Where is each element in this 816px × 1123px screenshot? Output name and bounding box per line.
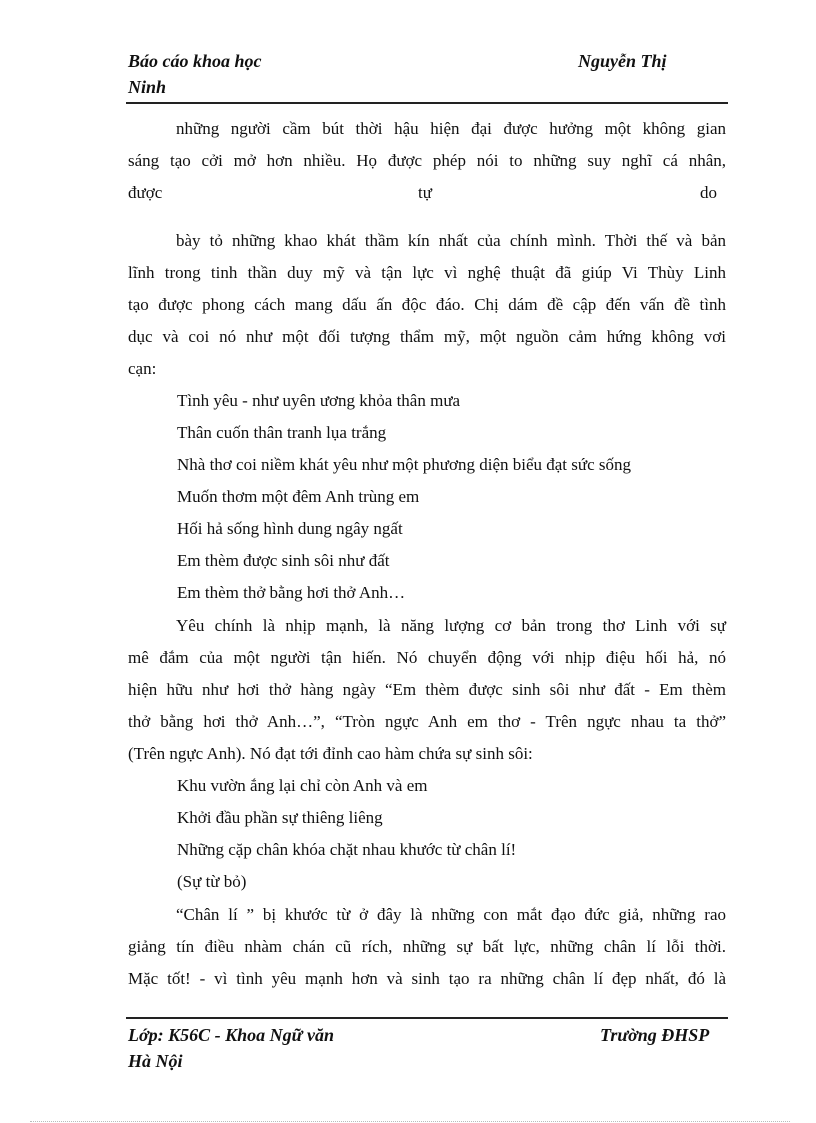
verse-line: Em thèm thở bằng hơi thở Anh… — [177, 583, 406, 602]
body-line: sáng tạo cởi mở hơn nhiều. Họ được phép nói to những suy nghĩ cá nhân, — [128, 151, 726, 170]
body-line: cạn: — [128, 359, 157, 378]
footer-class: Lớp: K56C - Khoa Ngữ văn — [128, 1025, 334, 1045]
verse-line: Em thèm được sinh sôi như đất — [177, 551, 390, 570]
body-line: bày tỏ những khao khát thầm kín nhất của chính mình. Thời thế và bản — [176, 231, 726, 250]
verse-line: Tình yêu - như uyên ương khỏa thân mưa — [177, 391, 461, 410]
body-line: thở bằng hơi thở Anh…”, “Tròn ngực Anh em thơ - Trên ngực nhau ta thở” — [128, 712, 726, 731]
body-line: hiện hữu như hơi thở hàng ngày “Em thèm được sinh sôi như đất - Em thèm — [128, 680, 726, 699]
header-author: Nguyễn Thị — [578, 51, 667, 71]
footer-left — [128, 1022, 448, 1074]
verse-line: Khu vườn ắng lại chỉ còn Anh và em — [177, 776, 428, 795]
body-line: Yêu chính là nhịp mạnh, là năng lượng cơ bản trong thơ Linh với sự — [176, 616, 726, 635]
body-line: Mặc tốt! - vì tình yêu mạnh hơn và sinh tạo ra những chân lí đẹp nhất, đó là — [128, 969, 726, 988]
body-line: tự — [418, 183, 432, 202]
body-line: được — [128, 183, 163, 202]
header-left — [128, 48, 328, 100]
verse-line: Hối hả sống hình dung ngây ngất — [177, 519, 403, 538]
verse-line: Nhà thơ coi niềm khát yêu như một phương diện biểu đạt sức sống — [177, 455, 632, 474]
page-edge — [30, 1121, 790, 1122]
body-line: “Chân lí ” bị khước từ ở đây là những con mắt đạo đức giả, những rao — [176, 905, 726, 924]
header-rule — [126, 102, 728, 104]
body-line: giảng tín điều nhàm chán cũ rích, những sự bất lực, những chân lí lỗi thời. — [128, 937, 726, 956]
body-line: mê đắm của một người tận hiến. Nó chuyển động với nhịp điệu hối hả, nó — [128, 648, 726, 667]
body-line: những người cầm bút thời hậu hiện đại được hưởng một không gian — [176, 119, 726, 138]
footer-city: Hà Nội — [128, 1051, 183, 1071]
body-line: tạo được phong cách mang dấu ấn độc đáo. Chị dám đề cập đến vấn đề tình — [128, 295, 726, 314]
body-line: (Trên ngực Anh). Nó đạt tới đỉnh cao hàm chứa sự sinh sôi: — [128, 744, 533, 763]
verse-line: Những cặp chân khóa chặt nhau khước từ chân lí! — [177, 840, 517, 859]
verse-line: Thân cuốn thân tranh lụa trắng — [177, 423, 387, 442]
verse-line: Khởi đầu phần sự thiêng liêng — [177, 808, 383, 827]
footer-school: Trường ĐHSP — [600, 1025, 710, 1045]
header-title: Báo cáo khoa học — [128, 51, 262, 71]
verse-source: (Sự từ bỏ) — [177, 872, 247, 891]
body-line: dục và coi nó như một đối tượng thẩm mỹ, một nguồn cảm hứng không vơi — [128, 327, 726, 346]
body-line: lĩnh trong tinh thần duy mỹ và tận lực vì nghệ thuật đã giúp Vi Thùy Linh — [128, 263, 726, 282]
header-title-line2: Ninh — [128, 77, 167, 97]
verse-line: Muốn thơm một đêm Anh trùng em — [177, 487, 420, 506]
body-line: do — [700, 183, 717, 202]
footer-rule — [126, 1017, 728, 1019]
